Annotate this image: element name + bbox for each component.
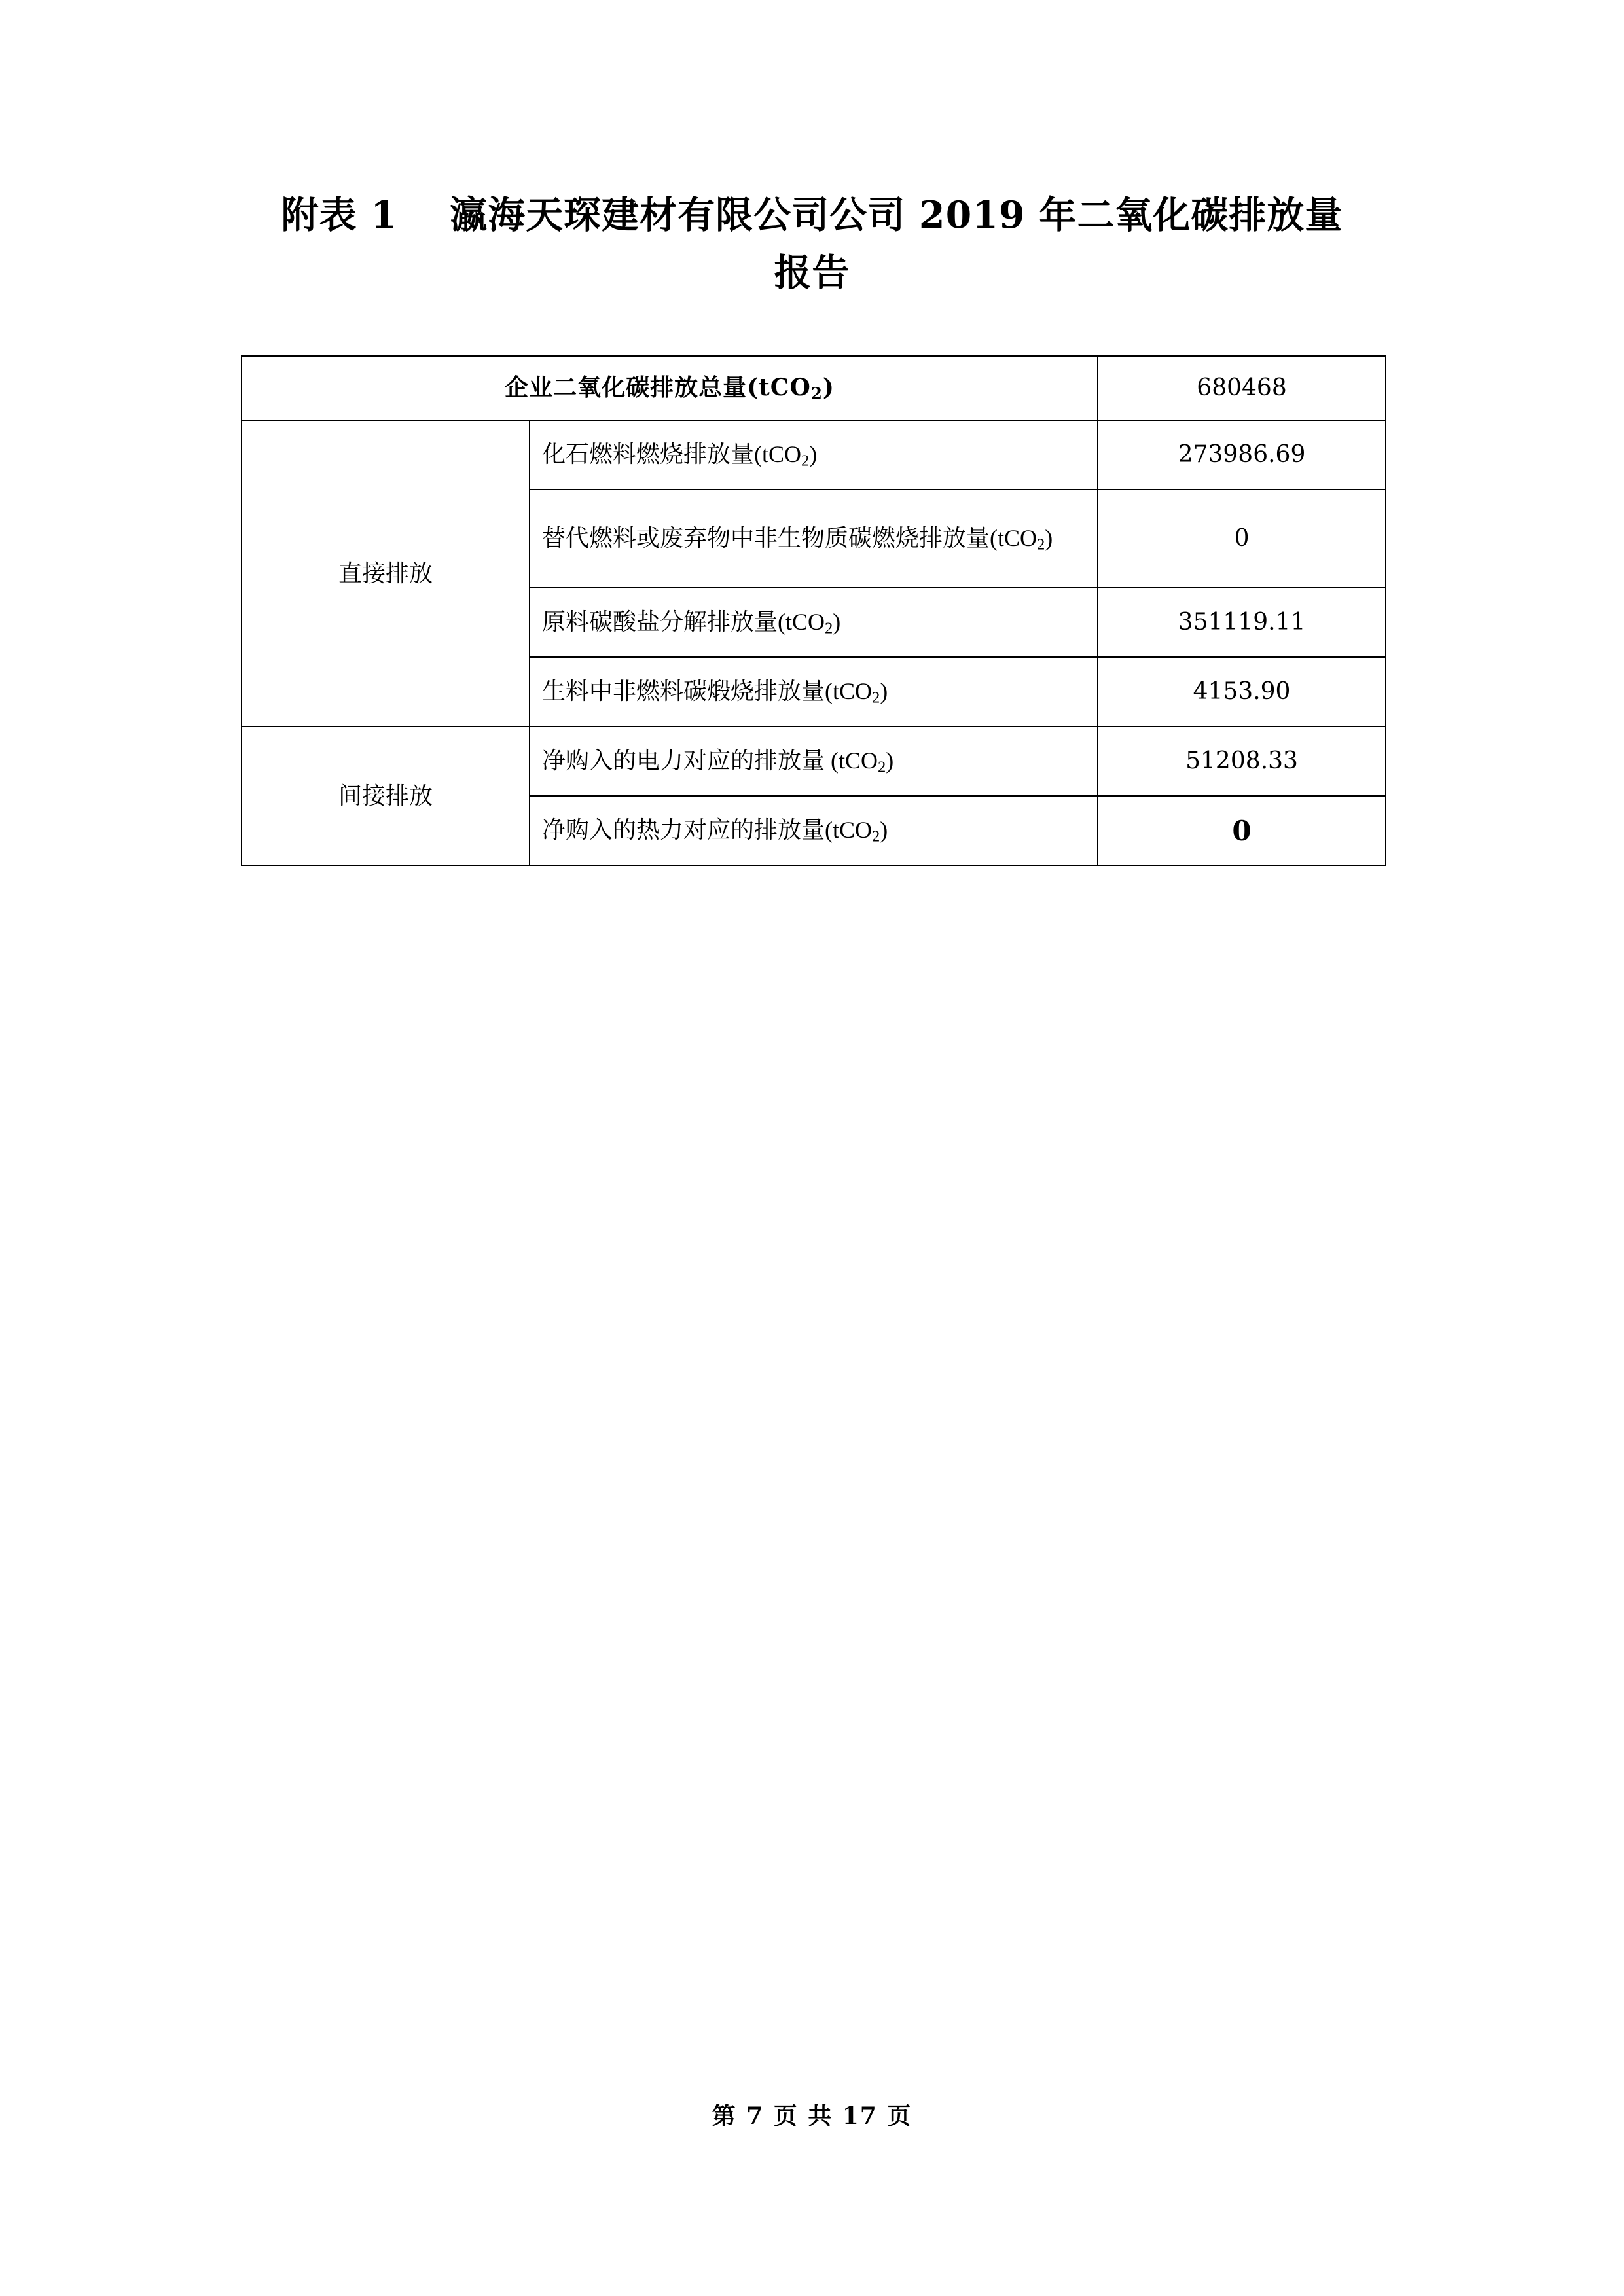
item-label-suffix: ) (886, 747, 894, 774)
table-row-total (242, 356, 1386, 420)
emission-table-container (241, 355, 1385, 866)
item-label-sub: 2 (872, 827, 880, 846)
group-label-direct: 直接排放 (242, 420, 530, 726)
item-label (530, 490, 1098, 588)
item-label-sub: 2 (1037, 535, 1045, 554)
item-label-suffix: ) (833, 608, 841, 635)
group-label-indirect: 间接排放 (242, 726, 530, 865)
page-footer: 第 7 页 共 17 页 (712, 2102, 912, 2130)
item-label-sub: 2 (878, 758, 886, 776)
page-title (256, 0, 1369, 302)
item-label-sub: 2 (872, 689, 880, 707)
item-label-text: 生料中非燃料碳煅烧排放量(tCO (542, 677, 873, 704)
item-value: 0 (1098, 796, 1386, 865)
item-value: 0 (1098, 490, 1386, 588)
item-label-sub: 2 (801, 452, 810, 470)
item-label-suffix: ) (1045, 524, 1053, 551)
total-emission-label-suffix: ) (822, 374, 835, 402)
item-value: 273986.69 (1098, 420, 1386, 490)
total-emission-label (242, 356, 1098, 420)
item-label-suffix: ) (880, 816, 888, 843)
item-label-suffix: ) (809, 440, 818, 467)
item-label (530, 420, 1098, 490)
item-label-text: 化石燃料燃烧排放量(tCO (542, 440, 802, 467)
item-label-text: 净购入的热力对应的排放量(tCO (542, 816, 873, 843)
item-value: 4153.90 (1098, 657, 1386, 726)
item-label-text: 原料碳酸盐分解排放量(tCO (542, 608, 825, 635)
item-label-text: 净购入的电力对应的排放量 (tCO (542, 747, 878, 774)
item-label (530, 588, 1098, 657)
table-row (242, 726, 1386, 796)
total-emission-value: 680468 (1098, 356, 1386, 420)
item-value: 51208.33 (1098, 726, 1386, 796)
page-title-line2: 报告 (774, 251, 850, 295)
emission-table (241, 355, 1386, 866)
item-label (530, 657, 1098, 726)
item-label-suffix: ) (880, 677, 888, 704)
item-label-sub: 2 (825, 619, 833, 637)
item-label-text: 替代燃料或废弃物中非生物质碳燃烧排放量(tCO (542, 524, 1038, 551)
item-label (530, 726, 1098, 796)
page-title-prefix: 附表 1 (281, 193, 398, 237)
page-title-main: 瀛海天琛建材有限公司公司 2019 年二氧化碳排放量 (450, 193, 1343, 237)
item-label (530, 796, 1098, 865)
total-emission-label-sub: 2 (810, 384, 823, 403)
total-emission-label-text: 企业二氧化碳排放总量(tCO (505, 374, 811, 402)
item-value: 351119.11 (1098, 588, 1386, 657)
table-row (242, 420, 1386, 490)
